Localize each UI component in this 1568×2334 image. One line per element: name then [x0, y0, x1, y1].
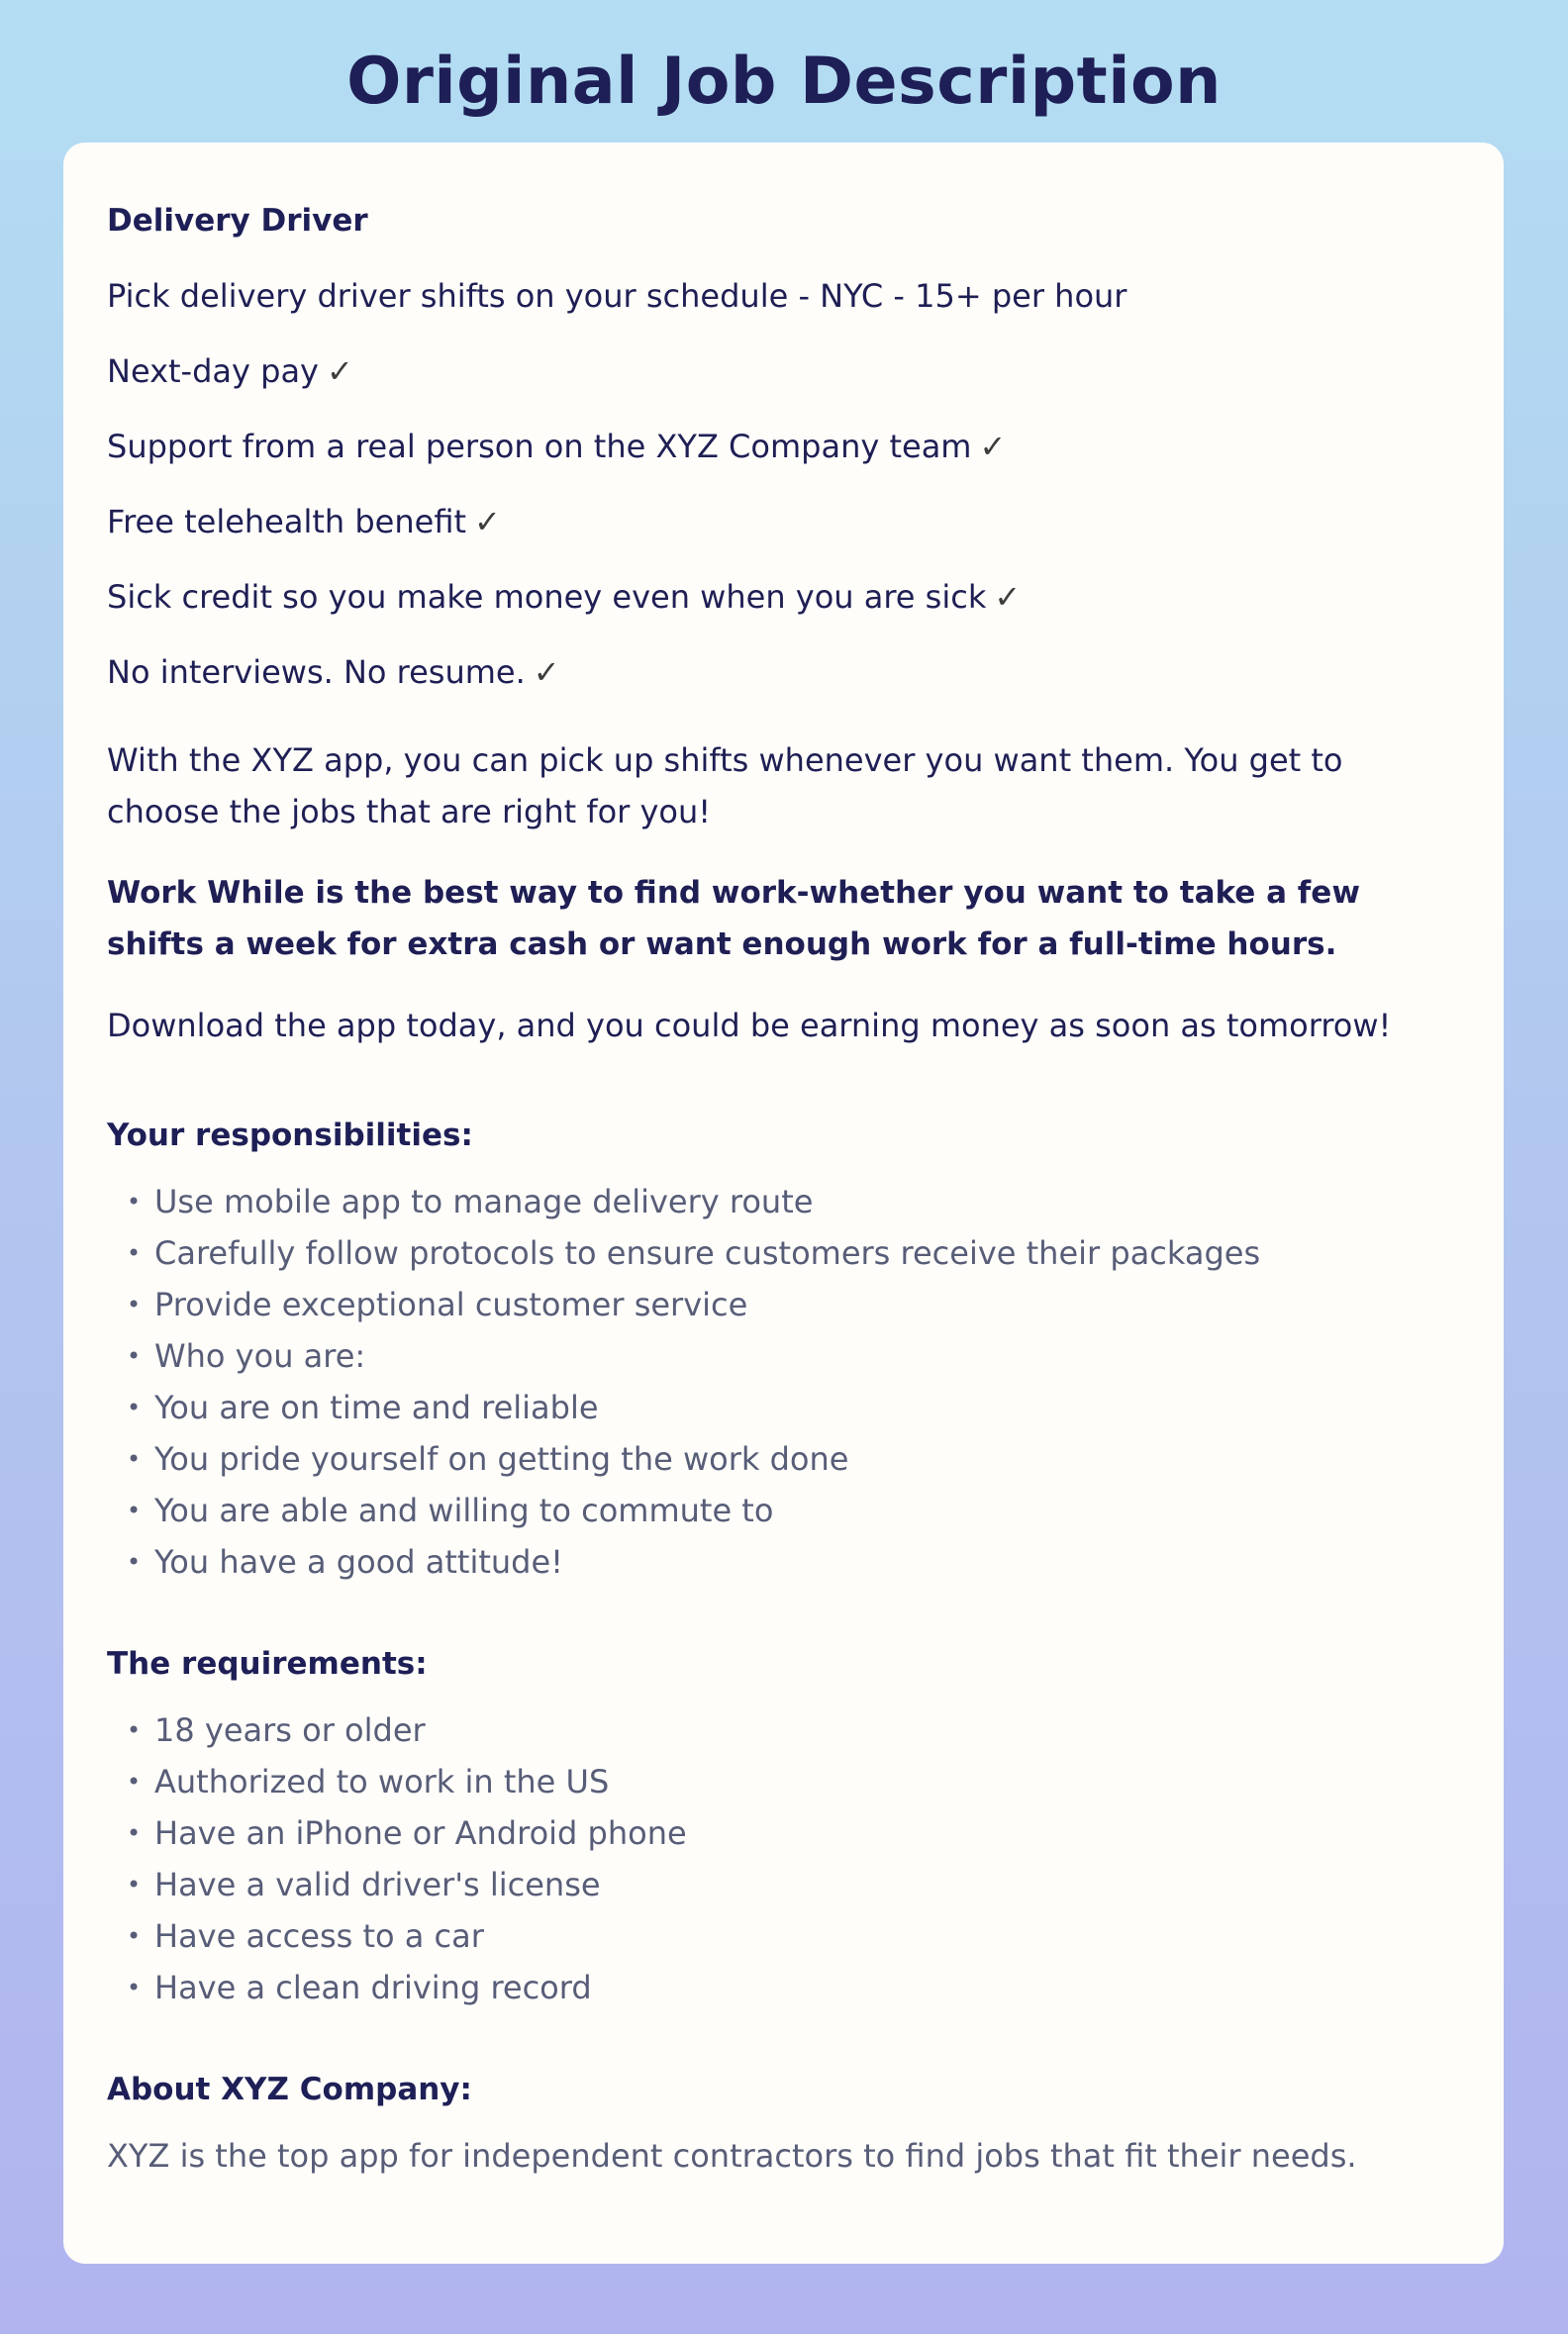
- bullet-icon: •: [127, 1768, 142, 1796]
- requirements-heading: The requirements:: [107, 1646, 428, 1682]
- list-item: • Use mobile app to manage delivery route: [127, 1176, 1460, 1227]
- job-summary: Pick delivery driver shifts on your schedule - NYC - 15+ per hour: [107, 277, 1127, 315]
- bullet-icon: •: [127, 1188, 142, 1216]
- job-description-card: [63, 143, 1504, 2264]
- bullet-icon: •: [127, 1445, 142, 1473]
- bullet-icon: •: [127, 1497, 142, 1524]
- list-item: • Carefully follow protocols to ensure customers receive their packages: [127, 1227, 1460, 1279]
- bullet-icon: •: [127, 1819, 142, 1847]
- responsibilities-list: [107, 1176, 1460, 1588]
- cta-paragraph: Download the app today, and you could be earning money as soon as tomorrow!: [107, 1007, 1392, 1044]
- list-item: • 18 years or older: [127, 1704, 1460, 1756]
- perk-item: [107, 350, 1460, 392]
- checkmark-icon: ✓: [994, 578, 1022, 616]
- bullet-icon: •: [127, 1974, 142, 2001]
- bullet-icon: •: [127, 1394, 142, 1421]
- bullet-icon: •: [127, 1291, 142, 1318]
- perk-item: [107, 501, 1460, 542]
- list-item: • You have a good attitude!: [127, 1536, 1460, 1588]
- list-item: • Have a clean driving record: [127, 1962, 1460, 2013]
- perk-item: [107, 426, 1460, 467]
- about-text: XYZ is the top app for independent contractors to find jobs that fit their needs.: [107, 2137, 1357, 2175]
- about-heading: About XYZ Company:: [107, 2072, 472, 2107]
- perk-item: [107, 651, 1460, 693]
- list-item: • You are on time and reliable: [127, 1382, 1460, 1433]
- list-item: • Provide exceptional customer service: [127, 1279, 1460, 1330]
- bullet-icon: •: [127, 1716, 142, 1744]
- intro-paragraph: With the XYZ app, you can pick up shifts whenever you want them. You get to choose the jobs that are right for you!: [107, 741, 1343, 830]
- bullet-icon: •: [127, 1871, 142, 1898]
- list-item: • You are able and willing to commute to: [127, 1485, 1460, 1536]
- perk-label: Sick credit so you make money even when you are sick: [107, 578, 987, 616]
- bullet-icon: •: [127, 1342, 142, 1370]
- list-item: • You pride yourself on getting the work done: [127, 1433, 1460, 1485]
- perk-label: Support from a real person on the XYZ Company team: [107, 428, 972, 465]
- checkmark-icon: ✓: [979, 428, 1007, 465]
- perk-item: [107, 576, 1460, 618]
- bullet-icon: •: [127, 1548, 142, 1576]
- highlight-paragraph: Work While is the best way to find work-whether you want to take a few shifts a week for extra cash or want enough work for a full-time hours.: [107, 875, 1360, 962]
- list-item: • Who you are:: [127, 1330, 1460, 1382]
- list-item: • Have a valid driver's license: [127, 1859, 1460, 1910]
- job-title: Delivery Driver: [107, 203, 368, 239]
- perk-label: Next-day pay: [107, 352, 319, 390]
- checkmark-icon: ✓: [474, 503, 501, 540]
- list-item: • Authorized to work in the US: [127, 1756, 1460, 1807]
- list-item: • Have an iPhone or Android phone: [127, 1807, 1460, 1859]
- checkmark-icon: ✓: [326, 352, 353, 390]
- requirements-list: [107, 1704, 1460, 2013]
- bullet-icon: •: [127, 1922, 142, 1950]
- perk-label: Free telehealth benefit: [107, 503, 467, 540]
- checkmark-icon: ✓: [533, 653, 560, 691]
- list-item: • Have access to a car: [127, 1910, 1460, 1962]
- page-title: Original Job Description: [346, 45, 1222, 119]
- bullet-icon: •: [127, 1239, 142, 1267]
- responsibilities-heading: Your responsibilities:: [107, 1118, 473, 1153]
- perk-label: No interviews. No resume.: [107, 653, 526, 691]
